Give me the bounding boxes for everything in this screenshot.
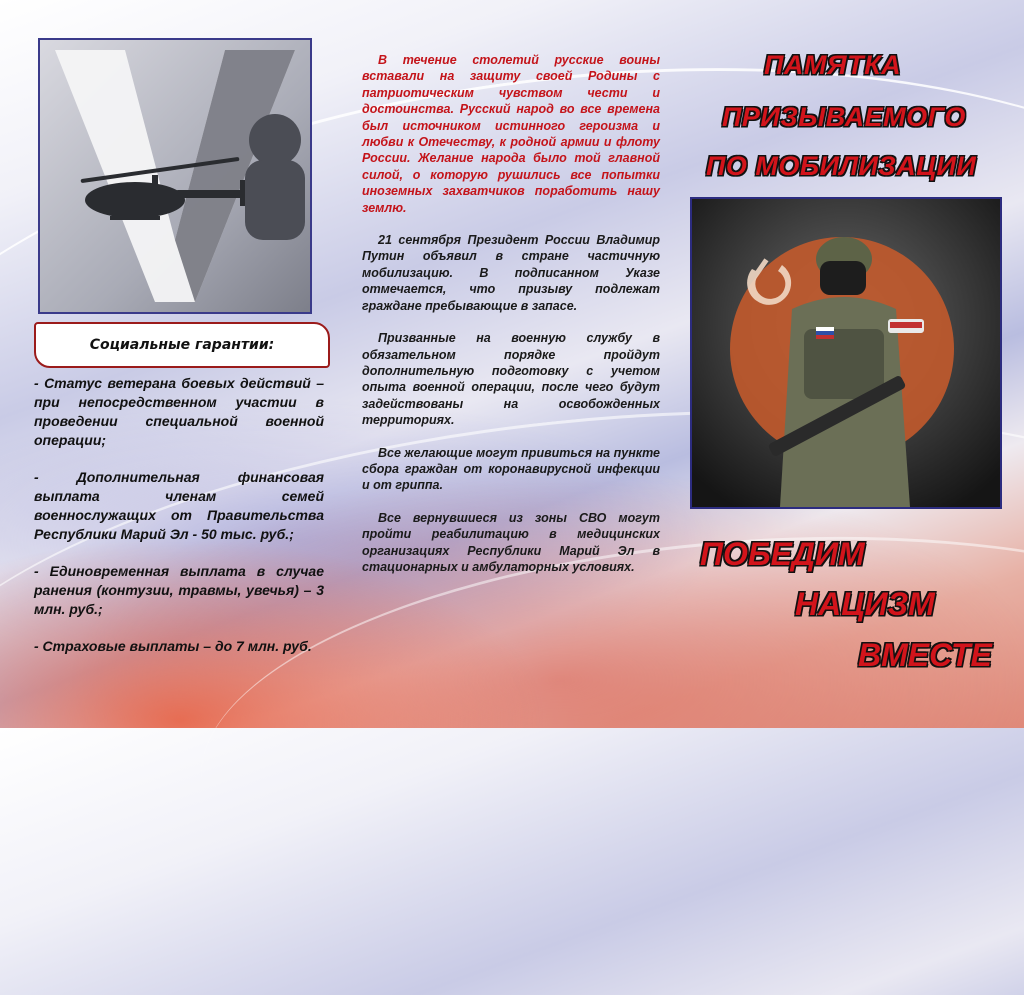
body-paragraph: Все вернувшиеся из зоны СВО могут пройти реабилитацию в медицинских организациях Республики Марий Эл в стационарных и амбулаторных условиях. bbox=[362, 510, 660, 574]
list-item: - Статус ветерана боевых действий – при непосредственном участии в проведении специальной военной операции; bbox=[34, 375, 324, 448]
slogan-line-2: НАЦИЗМ bbox=[795, 586, 935, 622]
middle-text-column bbox=[362, 52, 660, 591]
slogan-line-3: ВМЕСТЕ bbox=[858, 637, 992, 673]
title-line-3: ПО МОБИЛИЗАЦИИ bbox=[706, 151, 977, 181]
v-letter-graphic bbox=[40, 40, 310, 312]
social-guarantees-heading bbox=[34, 322, 330, 368]
body-paragraph: Призванные на военную службу в обязательном порядке пройдут дополнительную подготовку с учетом опыта военной операции, после чего будут задействованы на освобожденных территориях. bbox=[362, 331, 660, 428]
soldier-poster-image bbox=[690, 197, 1002, 509]
social-guarantees-title: Социальные гарантии: bbox=[89, 337, 275, 353]
list-item: - Единовременная выплата в случае ранения (контузии, травмы, увечья) – 3 млн. руб.; bbox=[34, 563, 324, 617]
soldier-illustration bbox=[692, 199, 1000, 507]
pilot-icon bbox=[245, 114, 305, 240]
title-line-2: ПРИЗЫВАЕМОГО bbox=[722, 102, 966, 132]
guarantees-list bbox=[34, 374, 324, 674]
list-item: - Дополнительная финансовая выплата членам семей военнослужащих от Правительства Республики Марий Эл - 50 тыс. руб.; bbox=[34, 469, 324, 542]
slogan-line-1: ПОБЕДИМ bbox=[700, 536, 865, 572]
body-paragraph: 21 сентября Президент России Владимир Путин объявил в стране частичную мобилизацию. В подписанном Указе отмечается, что призыву подлежат граждане пребывающие в запасе. bbox=[362, 233, 660, 313]
v-symbol-photo bbox=[38, 38, 312, 314]
intro-paragraph: В течение столетий русские воины вставали на защиту своей Родины с патриотическим чувством чести и достоинства. Русский народ во все времена был источником истинного героизма и любви к Отечеству, к родной армии и флоту России. Желание народа было той главной силой, о которую рушились все попытки иноземных захватчиков поработить нашу землю. bbox=[362, 53, 660, 215]
list-item: - Страховые выплаты – до 7 млн. руб. bbox=[34, 638, 312, 654]
body-paragraph: Все желающие могут привиться на пункте сбора граждан от коронавирусной инфекции и от гриппа. bbox=[362, 445, 660, 493]
title-line-1: ПАМЯТКА bbox=[764, 50, 902, 80]
